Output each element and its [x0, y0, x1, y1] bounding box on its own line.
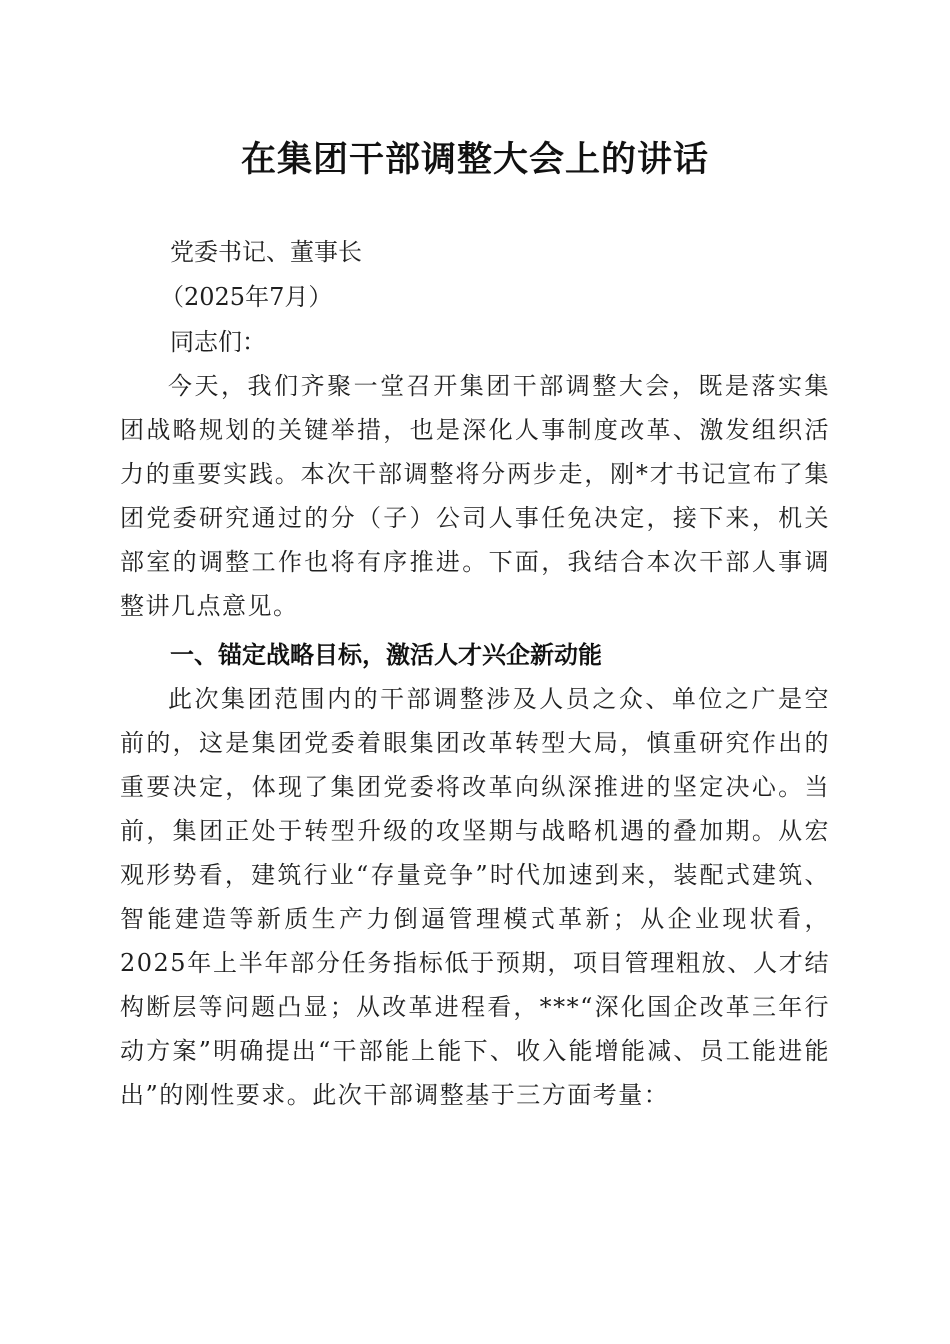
section-paragraph: 此次集团范围内的干部调整涉及人员之众、单位之广是空前的，这是集团党委着眼集团改革转型大局，慎重研究作出的重要决定，体现了集团党委将改革向纵深推进的坚定决心。当前，集团正处于转型升级的攻坚期与战略机遇的叠加期。从宏观形势看，建筑行业“存量竞争”时代加速到来，装配式建筑、智能建造等新质生产力倒逼管理模式革新；从企业现状看，2025年上半年部分任务指标低于预期，项目管理粗放、人才结构断层等问题凸显；从改革进程看，***“深化国企改革三年行动方案”明确提出“干部能上能下、收入能增能减、员工能进能出”的刚性要求。此次干部调整基于三方面考量： [120, 685, 830, 1109]
section-body [120, 677, 830, 1117]
speaker-line: 党委书记、董事长 [170, 238, 362, 266]
section-heading: 一、锚定战略目标，激活人才兴企新动能 [170, 641, 602, 669]
intro-section [120, 364, 830, 628]
date-line: （2025年7月） [160, 283, 333, 311]
document-title: 在集团干部调整大会上的讲话 [240, 139, 709, 180]
intro-paragraph: 今天，我们齐聚一堂召开集团干部调整大会，既是落实集团战略规划的关键举措，也是深化人事制度改革、激发组织活力的重要实践。本次干部调整将分两步走，刚*才书记宣布了集团党委研究通过的分（子）公司人事任免决定，接下来，机关部室的调整工作也将有序推进。下面，我结合本次干部人事调整讲几点意见。 [120, 372, 830, 620]
salutation: 同志们： [170, 328, 266, 356]
